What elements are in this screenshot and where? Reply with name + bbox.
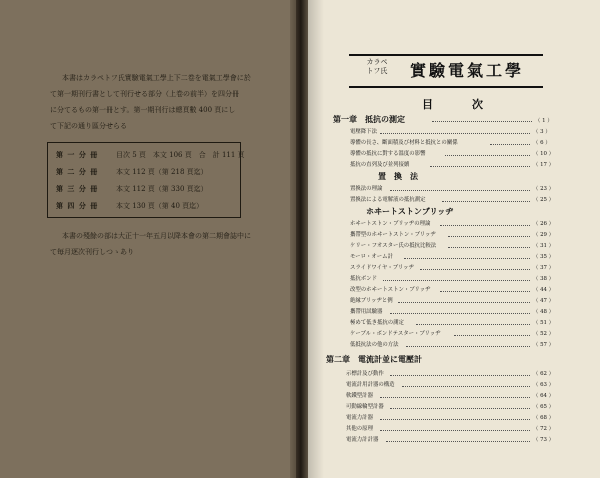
volume-pages: 本文 130 頁（第 40 頁迄）	[116, 202, 204, 210]
book-spine	[296, 0, 308, 478]
toc-entry: 其他の原理	[346, 426, 373, 432]
page-number: （ 25 ）	[533, 197, 555, 203]
toc-heading: 目 次	[422, 98, 497, 111]
toc-entry: 絶縁ブリッヂと例	[350, 298, 393, 304]
volume-row	[56, 167, 208, 177]
intro-line: て第一期刊行書として刊行せる部分（上卷の前半）を四分冊	[50, 90, 239, 98]
leader-dots	[430, 166, 530, 167]
page-number: （ 17 ）	[533, 162, 555, 168]
leader-dots	[390, 190, 530, 191]
toc-entry: 示標計及び動作	[346, 371, 384, 377]
page-number: （ 64 ）	[533, 393, 555, 399]
volume-row	[56, 184, 208, 194]
page-number: （ 38 ）	[533, 276, 555, 282]
toc-entry: 可動線輪型計器	[346, 404, 384, 410]
volume-pages: 本文 112 頁（第 218 頁迄）	[116, 168, 208, 176]
note-line: 本書の殘餘の部は大正十一年五月以降本會の第二期會誌中に	[62, 232, 251, 240]
toc-entry: 改型のホヰートストン・ブリッヂ	[350, 287, 431, 293]
leader-dots	[448, 236, 530, 237]
toc-entry: 軟鐵型計器	[346, 393, 373, 399]
page-number: （ 26 ）	[533, 221, 555, 227]
toc-entry: 導體の抵抗に對する溫度の影響	[350, 151, 426, 157]
leader-dots	[490, 144, 530, 145]
toc-entry: 電壓降下法	[350, 129, 377, 135]
page-number: （ 65 ）	[533, 404, 555, 410]
page-number: （ 3 ）	[533, 129, 551, 135]
page-number: （ 48 ）	[533, 309, 555, 315]
leader-dots	[386, 441, 530, 442]
page-number: （ 10 ）	[533, 151, 555, 157]
note-line: て毎月逐次刊行しつゝあり	[50, 248, 134, 256]
toc-entry: 攜帶型のホヰートストン・ブリッヂ	[350, 232, 436, 238]
leader-dots	[432, 121, 532, 122]
volume-name: 第 三 分 冊	[56, 184, 99, 193]
toc-entry: スライドワイヤ・ブリッヂ	[350, 265, 414, 271]
page-number: （ 1 ）	[535, 118, 553, 124]
volume-pages: 本文 112 頁（第 330 頁迄）	[116, 185, 208, 193]
leader-dots	[420, 269, 530, 270]
page-number: （ 62 ）	[533, 371, 555, 377]
leader-dots	[398, 302, 530, 303]
volumes-table	[47, 142, 245, 218]
page-number: （ 52 ）	[533, 331, 555, 337]
page-number: （ 51 ）	[533, 320, 555, 326]
chapter-heading: 第一章 抵抗の測定	[333, 114, 405, 124]
page-number: （ 23 ）	[533, 186, 555, 192]
volume-name: 第 四 分 冊	[56, 201, 99, 210]
page-number: （ 6 ）	[533, 140, 551, 146]
leader-dots	[380, 133, 530, 134]
toc-entry: 低抵抗法の他の方法	[350, 342, 399, 348]
author-name	[353, 58, 401, 76]
leader-dots	[390, 375, 530, 376]
leader-dots	[448, 247, 530, 248]
section-heading: ホヰートストンブリッヂ	[366, 206, 454, 216]
page-number: （ 37 ）	[533, 265, 555, 271]
leader-dots	[380, 430, 530, 431]
leader-dots	[416, 324, 530, 325]
chapter-heading: 第二章 電流計並に電壓計	[326, 354, 422, 364]
page-number: （ 44 ）	[533, 287, 555, 293]
page-number: （ 29 ）	[533, 232, 555, 238]
toc-entry: 極めて低き抵抗の測定	[350, 320, 404, 326]
leader-dots	[390, 408, 530, 409]
book-title: 實驗電氣工學	[410, 61, 525, 80]
page-number: （ 57 ）	[533, 342, 555, 348]
gutter-shadow	[308, 0, 324, 478]
toc-entry: 置換法の理論	[350, 186, 383, 192]
toc-entry: 導體の長さ、斷面積及び材料と抵抗との關係	[350, 140, 458, 146]
leader-dots	[404, 258, 530, 259]
toc-entry: 電流力計器	[346, 415, 373, 421]
volume-pages: 目次 5 頁 本文 106 頁 合 計 111 頁	[116, 151, 245, 159]
intro-line: 本書はカラペトフ氏實驗電氣工學上下二卷を電氣工學會に於	[62, 74, 251, 82]
volume-row	[56, 150, 245, 160]
author-line: カラペ	[366, 58, 388, 66]
toc-entry: ホヰートストン・ブリッヂの理論	[350, 221, 431, 227]
toc-entry: ケリー・フオスター氏の抵抗比較法	[350, 243, 437, 249]
page-number: （ 47 ）	[533, 298, 555, 304]
page-number: （ 72 ）	[533, 426, 555, 432]
section-heading: 置 換 法	[378, 171, 418, 181]
page-number: （ 68 ）	[533, 415, 555, 421]
toc-entry: 電流力計計器	[346, 437, 379, 443]
volume-name: 第 二 分 冊	[56, 167, 99, 176]
page-number: （ 35 ）	[533, 254, 555, 260]
page-number: （ 31 ）	[533, 243, 555, 249]
toc-entry: ケーブル・ボンドテスター・ブリッヂ	[350, 331, 441, 337]
page-number: （ 73 ）	[533, 437, 555, 443]
toc-entry: 置換法による電解液の抵抗測定	[350, 197, 426, 203]
author-line: トフ氏	[366, 67, 388, 75]
volume-row	[56, 201, 203, 211]
toc-entry: 攜帶用試驗器	[350, 309, 383, 315]
toc-entry: 抵抗の直列及び並列接續	[350, 162, 410, 168]
toc-entry: 抵抗ボンド	[350, 276, 377, 282]
volume-name: 第 一 分 冊	[56, 150, 99, 159]
toc-entry: モーロ・オーム計	[350, 254, 393, 260]
toc-entry: 電流計用計器の構造	[346, 382, 395, 388]
leader-dots	[440, 291, 530, 292]
leader-dots	[383, 280, 530, 281]
leader-dots	[390, 313, 530, 314]
intro-line: て下記の通り區分せらる	[50, 122, 127, 130]
leader-dots	[442, 201, 530, 202]
intro-line: に分てるもの第一冊とす。第一期刊行は總頁數 400 頁にし	[50, 106, 236, 114]
page-number: （ 63 ）	[533, 382, 555, 388]
leader-dots	[402, 386, 530, 387]
leader-dots	[406, 346, 530, 347]
leader-dots	[454, 335, 530, 336]
leader-dots	[440, 225, 530, 226]
leader-dots	[380, 397, 530, 398]
leader-dots	[445, 155, 530, 156]
leader-dots	[380, 419, 530, 420]
